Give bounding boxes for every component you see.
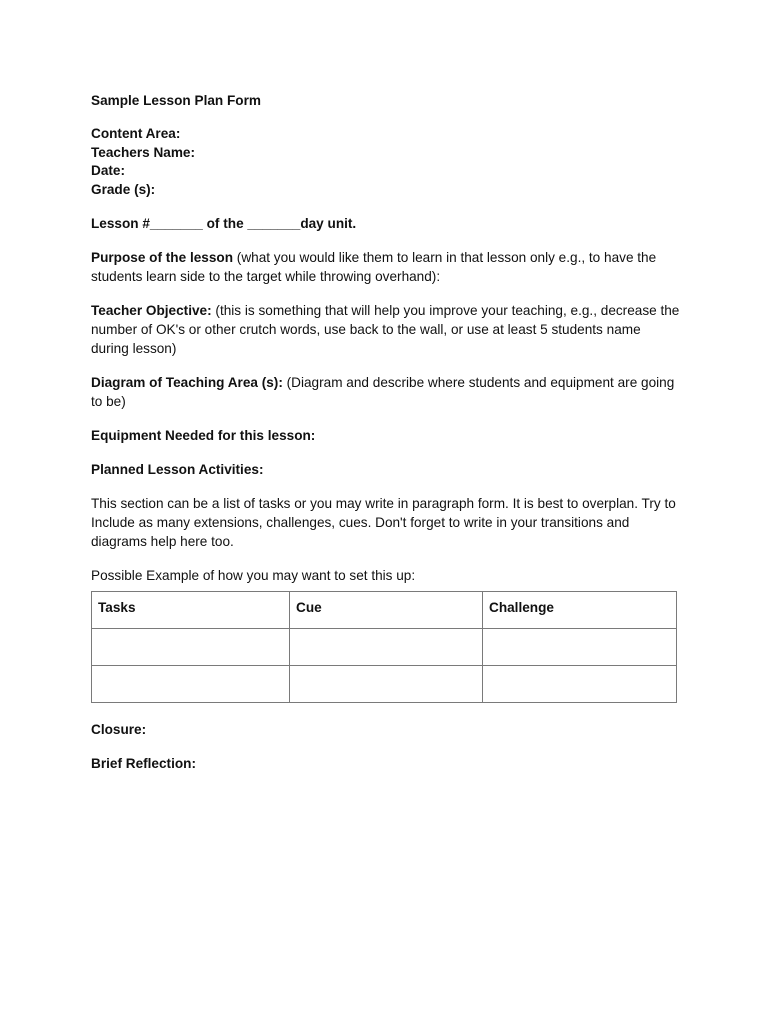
table-cell — [483, 629, 677, 666]
purpose-text: (what you would like them to learn in that lesson only e.g., to have the students learn side to the target while throwing overhand): — [91, 250, 657, 284]
header-fields — [91, 125, 681, 199]
example-text: Possible Example of how you may want to set this up: — [91, 568, 416, 583]
teacher-objective-label: Teacher Objective: — [91, 303, 212, 318]
table-cell — [290, 629, 483, 666]
tasks-table — [91, 591, 677, 703]
diagram-paragraph — [91, 373, 681, 411]
purpose-label: Purpose of the lesson — [91, 250, 234, 265]
activities-label: Planned Lesson Activities: — [91, 462, 264, 477]
teachers-name-label: Teachers Name: — [91, 144, 196, 160]
grade-label: Grade (s): — [91, 181, 156, 197]
header-tasks: Tasks — [92, 592, 290, 629]
equipment-label: Equipment Needed for this lesson: — [91, 428, 316, 443]
table-cell — [290, 666, 483, 703]
header-cue: Cue — [290, 592, 483, 629]
table-row — [92, 666, 677, 703]
teacher-objective-paragraph — [91, 301, 681, 358]
header-challenge: Challenge — [483, 592, 677, 629]
date-label: Date: — [91, 163, 125, 178]
table-cell — [92, 666, 290, 703]
reflection-label: Brief Reflection: — [91, 756, 196, 771]
table-row — [92, 629, 677, 666]
teacher-objective-text: (this is something that will help you improve your teaching, e.g., decrease the number of OK's or other crutch words, use back to the wall, or use at least 5 students name during lesson) — [91, 303, 680, 356]
document-title: Sample Lesson Plan Form — [91, 93, 261, 108]
table-header-row — [92, 592, 677, 629]
content-area-label: Content Area: — [91, 126, 181, 141]
purpose-paragraph — [91, 248, 681, 286]
activities-text: This section can be a list of tasks or you may write in paragraph form. It is best to overplan. Try to Include as many extensions, challenges, cues. Don't forget to write in your transitions and diagrams help here too. — [91, 496, 676, 549]
lesson-number-line: Lesson #_______ of the _______day unit. — [91, 216, 357, 231]
table-cell — [92, 629, 290, 666]
table-cell — [483, 666, 677, 703]
diagram-label: Diagram of Teaching Area (s): — [91, 375, 283, 390]
closure-label: Closure: — [91, 722, 147, 737]
diagram-text: (Diagram and describe where students and equipment are going to be) — [91, 375, 675, 409]
lesson-plan-document — [91, 91, 681, 773]
